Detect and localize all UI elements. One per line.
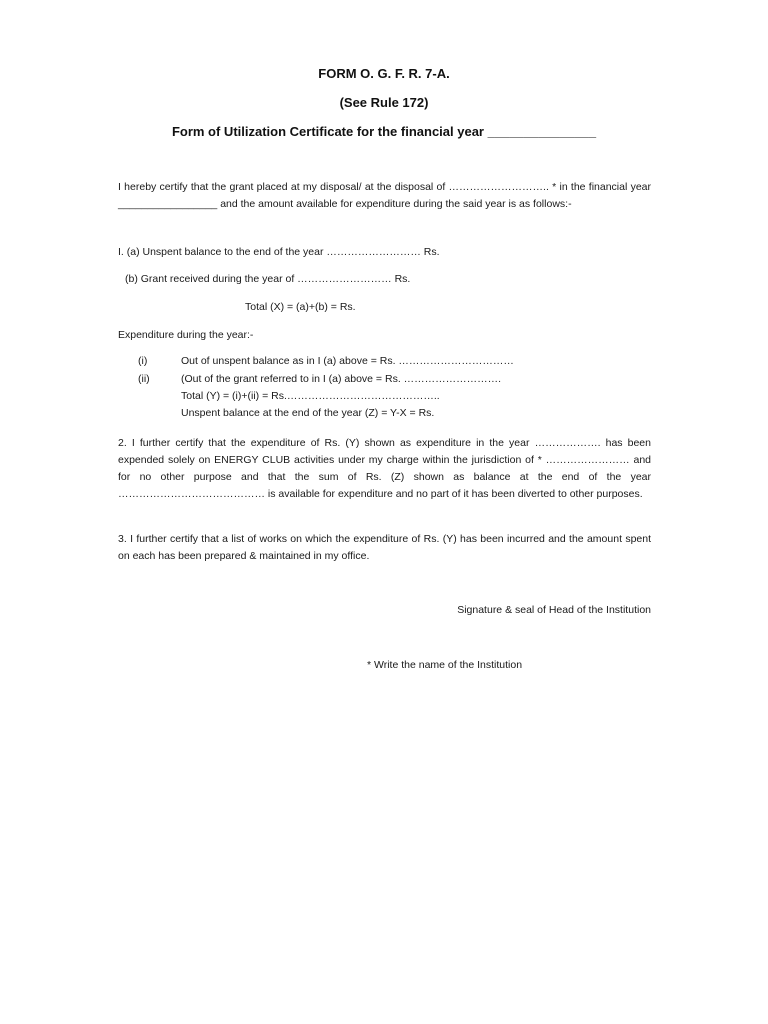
expenditure-item-text: (Out of the grant referred to in I (a) above = Rs. ……………………….	[181, 373, 502, 385]
rule-reference: (See Rule 172)	[339, 95, 429, 110]
form-title: FORM O. G. F. R. 7-A.	[318, 66, 450, 81]
footnote: * Write the name of the Institution	[367, 659, 523, 671]
total-x-line: Total (X) = (a)+(b) = Rs.	[245, 301, 356, 313]
certification-paragraph: I hereby certify that the grant placed at my disposal/ at the disposal of ……………………….. * in the financial year _________________ and the amount available for expenditure during the said year is as follows:-	[118, 181, 651, 210]
grant-received-line: (b) Grant received during the year of ……………………… Rs.	[125, 273, 411, 285]
signature-line: Signature & seal of Head of the Institution	[457, 604, 651, 616]
expenditure-item-number: (ii)	[138, 373, 150, 385]
expenditure-heading: Expenditure during the year:-	[118, 329, 254, 341]
paragraph-three: 3. I further certify that a list of works on which the expenditure of Rs. (Y) has been incurred and the amount spent on each has been prepared & maintained in my office.	[118, 533, 651, 562]
paragraph-two: 2. I further certify that the expenditure of Rs. (Y) shown as expenditure in the year ………………. has been expended solely on ENERGY CLUB activities under my charge within the jurisdiction of * …………………… and for no other purpose and that the sum of Rs. (Z) shown as balance at the end of the year …………………………………… is available for expenditure and no part of it has been diverted to other purposes.	[118, 437, 651, 500]
form-subtitle: Form of Utilization Certificate for the financial year _______________	[171, 124, 597, 139]
total-y-line: Total (Y) = (i)+(ii) = Rs.……………………………………..	[181, 390, 440, 402]
unspent-z-line: Unspent balance at the end of the year (Z) = Y-X = Rs.	[181, 407, 435, 419]
unspent-balance-line: I. (a) Unspent balance to the end of the year ……………………… Rs.	[118, 246, 440, 258]
expenditure-item-number: (i)	[138, 355, 148, 367]
expenditure-item-text: Out of unspent balance as in I (a) above = Rs. ……………………………	[181, 355, 514, 367]
